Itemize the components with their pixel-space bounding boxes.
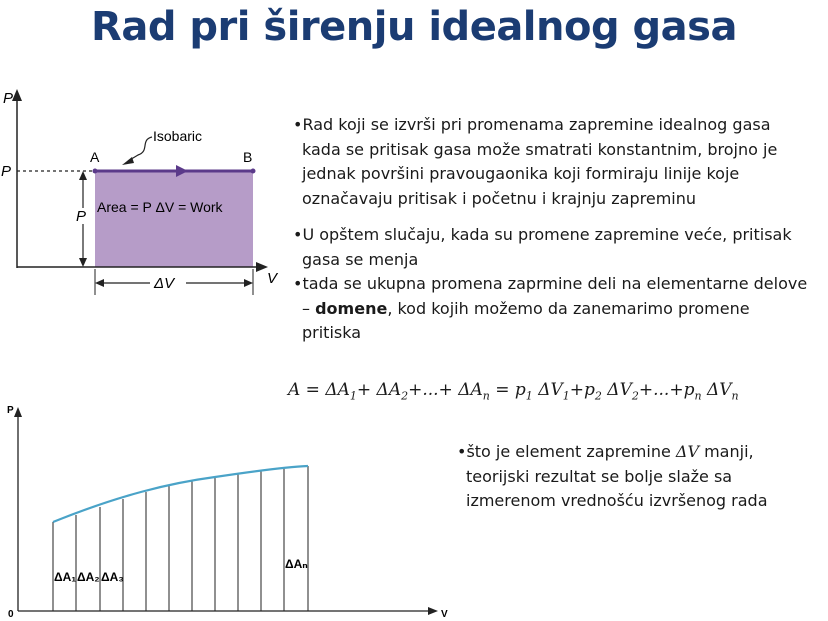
y-axis-2-arrow-icon — [14, 407, 22, 417]
dv-left-arrow-icon — [95, 279, 104, 287]
domains-diagram — [0, 395, 460, 621]
bullet-domains: •tada se ukupna promena zaprmine deli na elementarne delove – domene, kod kojih možemo da zanemarimo promene pritiska — [293, 274, 808, 342]
p-dimension-top-arrow-icon — [79, 171, 87, 180]
x-axis-label: V — [267, 270, 278, 287]
dv-right-arrow-icon — [244, 279, 253, 287]
text-block-bottom — [457, 440, 802, 514]
domains-bold-word: domene — [315, 298, 388, 318]
y-axis-2-label: P — [7, 405, 14, 416]
p-dimension-label: P — [76, 208, 87, 225]
bullet-smaller-volume: •što je element zapremine ΔV manji, teorijski rezultat se bolje slaže sa izmerenom vrednošću izvršenog rada — [457, 442, 768, 510]
point-b-label: B — [243, 149, 253, 165]
delta-a1-label: ΔA₁ — [54, 570, 77, 584]
domain-strips — [53, 466, 308, 611]
work-sum-formula: $A = \Delta A_1+ \Delta A_2+...+ \Delta A_n = p_1$ $\Delta V_1+p_2$ $\Delta V_2+...+p_n$ $\Delta V_n$ — [288, 380, 739, 403]
y-axis-arrow-icon — [12, 89, 22, 101]
bullet-constant-pressure: •Rad koji se izvrši pri promenama zapremine idealnog gasa kada se pritisak gasa može smatrati konstantnim, brojno je jednak površini pravougaonika koji formiraju linije koje označavaju pritisak i početnu i krajnju zapreminu — [293, 115, 778, 208]
callout-arrow-icon — [122, 157, 134, 165]
area-label: Area = P ΔV = Work — [97, 199, 223, 215]
bullet-general-case: •U opštem slučaju, kada su promene zapremine veće, pritisak gasa se menja — [293, 225, 792, 269]
y-axis-label: P — [3, 90, 14, 107]
work-area-rectangle — [95, 171, 253, 267]
delta-an-label: ΔAₙ — [285, 557, 308, 571]
delta-v-symbol: ΔV — [675, 442, 699, 461]
point-a-dot — [93, 169, 98, 174]
point-b-dot — [251, 169, 256, 174]
origin-label: 0 — [8, 609, 14, 620]
p-dimension-bottom-arrow-icon — [79, 258, 87, 267]
isobaric-diagram — [0, 85, 290, 300]
delta-a2-label: ΔA₂ — [77, 570, 100, 584]
pressure-curve — [53, 466, 308, 522]
pressure-axis-label: P — [1, 163, 12, 180]
isobaric-label: Isobaric — [153, 128, 203, 144]
dv-label: ΔV — [154, 275, 175, 292]
delta-a3-label: ΔA₃ — [101, 570, 124, 584]
x-axis-2-arrow-icon — [428, 607, 438, 615]
text-block-top — [293, 113, 808, 346]
page-title: Rad pri širenju idealnog gasa — [91, 4, 737, 50]
x-axis-2-label: V — [441, 609, 448, 620]
point-a-label: A — [90, 149, 100, 165]
